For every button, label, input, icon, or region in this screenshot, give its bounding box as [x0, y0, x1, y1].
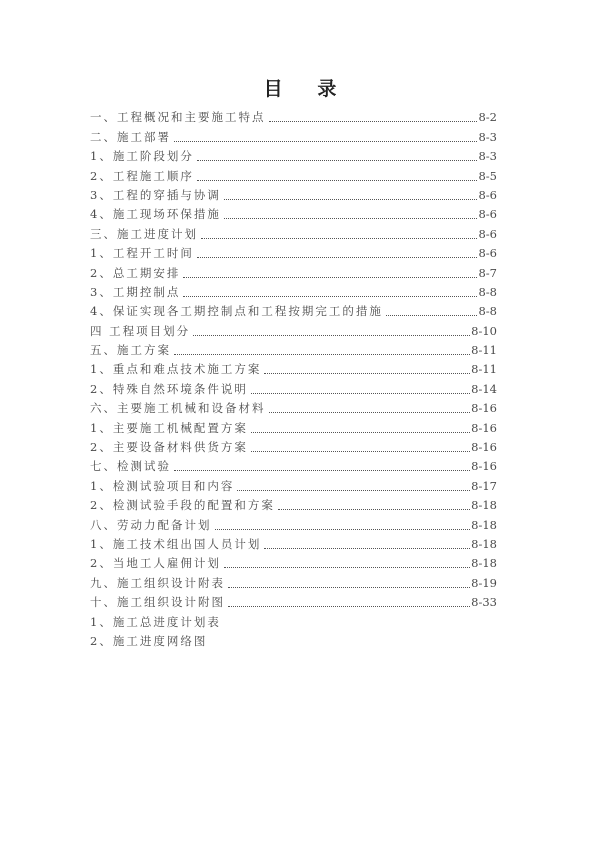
page-title	[0, 74, 600, 101]
toc-entry-page: 8-18	[471, 536, 497, 551]
dot-leader	[237, 489, 470, 491]
toc-entry[interactable]	[90, 457, 497, 476]
toc-entry-label: 七、检测试验	[90, 459, 171, 474]
toc-entry[interactable]	[90, 554, 497, 573]
toc-entry-label: 1、施工总进度计划表	[90, 614, 221, 629]
toc-entry[interactable]	[90, 593, 497, 612]
toc-entry[interactable]	[90, 612, 497, 631]
toc-entry-page: 8-2	[478, 110, 497, 125]
toc-entry[interactable]	[90, 496, 497, 515]
toc-entry-label: 三、施工进度计划	[90, 226, 198, 241]
toc-entry[interactable]	[90, 166, 497, 185]
toc-entry-label: 九、施工组织设计附表	[90, 575, 225, 590]
toc-entry[interactable]	[90, 573, 497, 592]
dot-leader	[224, 217, 478, 219]
dot-leader	[269, 411, 471, 413]
toc-entry-label: 4、施工现场环保措施	[90, 207, 221, 222]
toc-entry[interactable]	[90, 341, 497, 360]
dot-leader	[264, 372, 470, 374]
toc-entry[interactable]	[90, 476, 497, 495]
toc-entry[interactable]	[90, 379, 497, 398]
toc-entry-page: 8-18	[471, 498, 497, 513]
dot-leader	[215, 528, 471, 530]
title-char-2: 录	[317, 78, 337, 100]
dot-leader	[183, 295, 477, 297]
toc-entry-page: 8-18	[471, 556, 497, 571]
dot-leader	[183, 276, 477, 278]
toc-entry-page: 8-6	[478, 187, 497, 202]
dot-leader	[251, 450, 470, 452]
dot-leader	[201, 237, 477, 239]
dot-leader	[228, 605, 470, 607]
dot-leader	[386, 314, 478, 316]
toc-entry-page: 8-7	[478, 265, 497, 280]
toc-entry-page: 8-16	[471, 420, 497, 435]
dot-leader	[251, 431, 470, 433]
toc-entry-label: 2、特殊自然环境条件说明	[90, 381, 248, 396]
toc-entry-label: 2、当地工人雇佣计划	[90, 556, 221, 571]
dot-leader	[251, 392, 470, 394]
dot-leader	[197, 159, 478, 161]
toc-entry[interactable]	[90, 283, 497, 302]
toc-entry-page: 8-6	[478, 207, 497, 222]
toc-entry-page: 8-3	[478, 129, 497, 144]
toc-entry-page: 8-10	[471, 323, 497, 338]
toc-entry-page: 8-19	[471, 575, 497, 590]
toc-entry-label: 3、工程的穿插与协调	[90, 187, 221, 202]
toc-entry-label: 2、工程施工顺序	[90, 168, 194, 183]
toc-entry[interactable]	[90, 302, 497, 321]
dot-leader	[174, 353, 470, 355]
toc-entry-page: 8-17	[471, 478, 497, 493]
toc-entry-page: 8-6	[478, 226, 497, 241]
toc-entry-page: 8-11	[471, 343, 497, 358]
toc-entry-label: 2、总工期安排	[90, 265, 181, 280]
dot-leader	[174, 140, 477, 142]
toc-entry-label: 1、施工技术组出国人员计划	[90, 536, 262, 551]
toc-entry[interactable]	[90, 399, 497, 418]
toc-entry-label: 五、施工方案	[90, 343, 171, 358]
toc-entry[interactable]	[90, 186, 497, 205]
toc-entry[interactable]	[90, 205, 497, 224]
toc-entry-label: 八、劳动力配备计划	[90, 517, 212, 532]
toc-entry[interactable]	[90, 108, 497, 127]
toc-entry-page: 8-5	[478, 168, 497, 183]
toc-entry[interactable]	[90, 127, 497, 146]
table-of-contents	[90, 108, 497, 651]
toc-entry[interactable]	[90, 535, 497, 554]
title-char-1: 目	[263, 78, 283, 100]
toc-entry-page: 8-8	[478, 284, 497, 299]
toc-entry-page: 8-3	[478, 149, 497, 164]
toc-entry-label: 2、主要设备材料供货方案	[90, 440, 248, 455]
toc-entry-page: 8-16	[471, 401, 497, 416]
toc-entry-label: 四 工程项目划分	[90, 323, 191, 338]
toc-entry[interactable]	[90, 632, 497, 651]
toc-entry-page: 8-8	[478, 304, 497, 319]
toc-entry-label: 六、主要施工机械和设备材料	[90, 401, 266, 416]
toc-entry[interactable]	[90, 418, 497, 437]
toc-entry-page: 8-16	[471, 440, 497, 455]
toc-entry[interactable]	[90, 321, 497, 340]
dot-leader	[197, 179, 478, 181]
toc-entry-label: 3、工期控制点	[90, 284, 181, 299]
toc-entry-page: 8-14	[471, 381, 497, 396]
toc-entry-label: 一、工程概况和主要施工特点	[90, 110, 266, 125]
dot-leader	[224, 566, 470, 568]
toc-entry-page: 8-18	[471, 517, 497, 532]
toc-entry-label: 1、主要施工机械配置方案	[90, 420, 248, 435]
toc-entry-label: 4、保证实现各工期控制点和工程按期完工的措施	[90, 304, 383, 319]
dot-leader	[278, 508, 470, 510]
toc-entry-page: 8-6	[478, 246, 497, 261]
toc-entry-label: 2、施工进度网络图	[90, 633, 208, 648]
dot-leader	[193, 334, 470, 336]
dot-leader	[224, 198, 478, 200]
dot-leader	[228, 586, 470, 588]
toc-entry-label: 二、施工部署	[90, 129, 171, 144]
toc-entry-page: 8-16	[471, 459, 497, 474]
toc-entry[interactable]	[90, 147, 497, 166]
toc-entry-label: 十、施工组织设计附图	[90, 595, 225, 610]
toc-entry-label: 1、工程开工时间	[90, 246, 194, 261]
toc-entry[interactable]	[90, 244, 497, 263]
dot-leader	[264, 547, 470, 549]
toc-entry-page: 8-11	[471, 362, 497, 377]
dot-leader	[174, 469, 470, 471]
dot-leader	[269, 120, 478, 122]
toc-entry[interactable]	[90, 224, 497, 243]
toc-entry[interactable]	[90, 360, 497, 379]
toc-entry-label: 1、施工阶段划分	[90, 149, 194, 164]
toc-entry-label: 1、检测试验项目和内容	[90, 478, 235, 493]
toc-entry-label: 2、检测试验手段的配置和方案	[90, 498, 275, 513]
toc-entry[interactable]	[90, 263, 497, 282]
toc-entry[interactable]	[90, 438, 497, 457]
toc-entry-label: 1、重点和难点技术施工方案	[90, 362, 262, 377]
toc-entry-page: 8-33	[471, 595, 497, 610]
dot-leader	[197, 256, 478, 258]
toc-entry[interactable]	[90, 515, 497, 534]
